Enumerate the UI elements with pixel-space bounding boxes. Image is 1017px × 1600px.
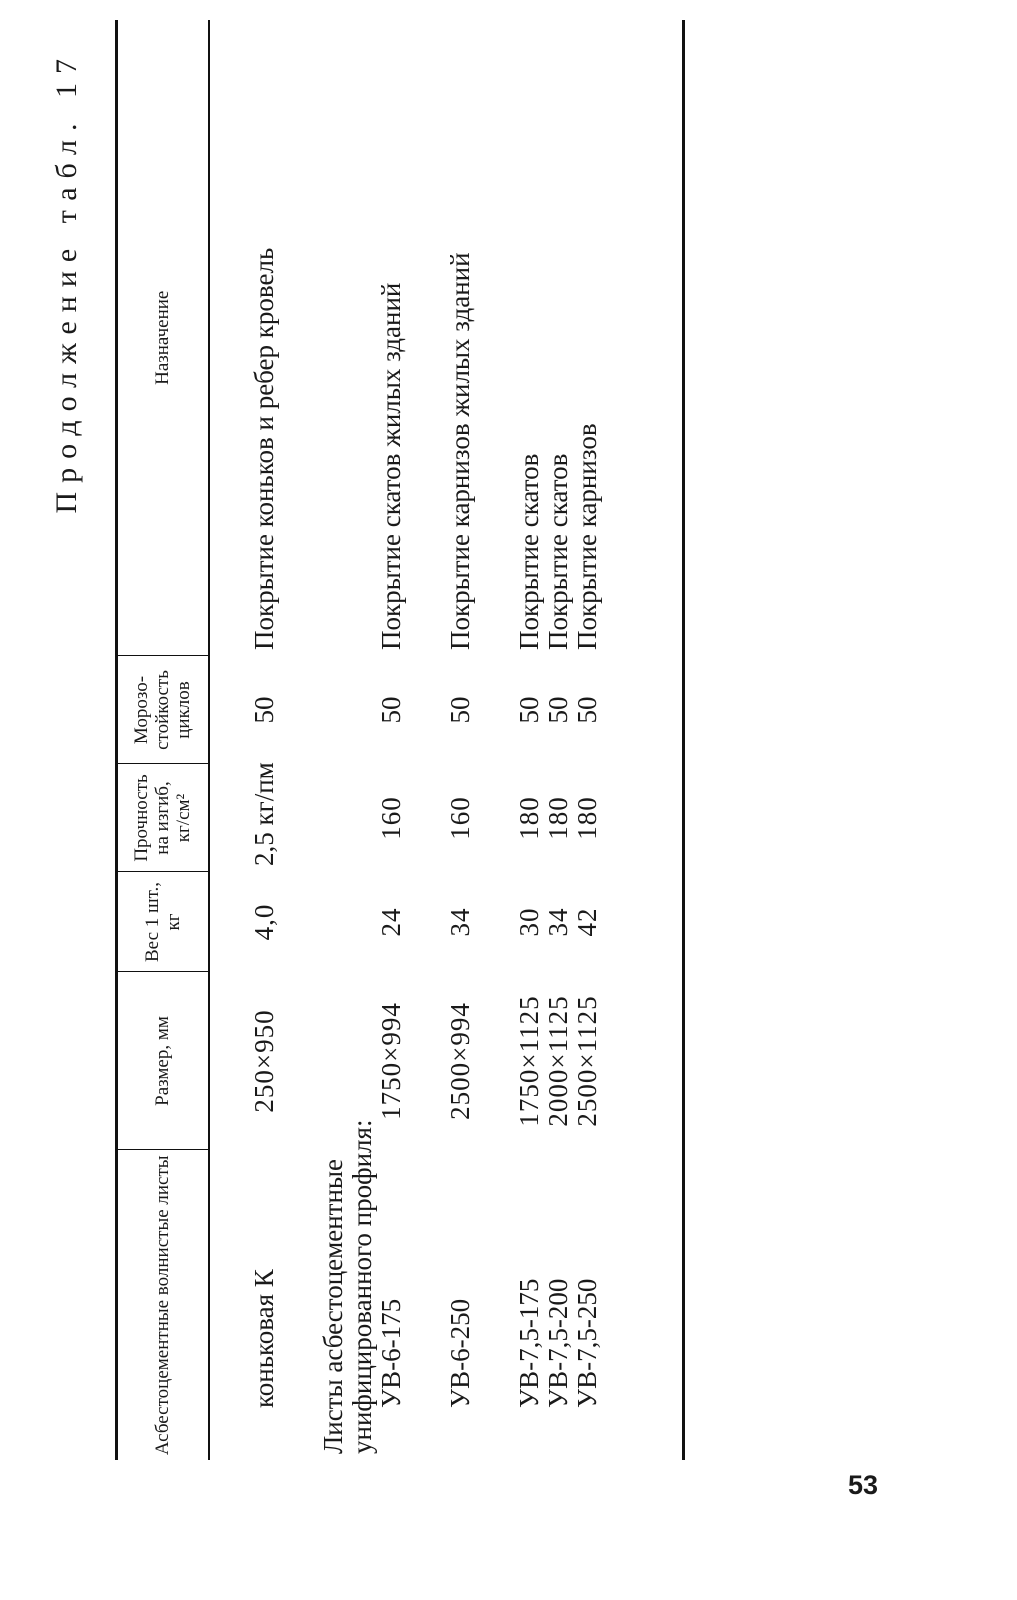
cell-weight: 30 <box>513 907 544 937</box>
cell-name: коньковая К <box>248 1269 279 1408</box>
cell-frost: 50 <box>375 696 406 724</box>
cell-purpose: Покрытие скатов жилых зданий <box>375 282 406 650</box>
cell-size: 2500×1125 <box>571 995 602 1127</box>
cell-weight: 4,0 <box>248 903 279 941</box>
cell-purpose: Покрытие коньков и ребер кровель <box>248 247 279 650</box>
cell-weight: 42 <box>571 907 602 937</box>
cell-frost: 50 <box>248 696 279 724</box>
cell-name: УВ-6-175 <box>375 1298 406 1408</box>
cell-frost: 50 <box>542 696 573 724</box>
cell-strength: 180 <box>513 796 544 840</box>
cell-strength: 180 <box>571 796 602 840</box>
roofing-sheets-table <box>115 20 685 1460</box>
cell-frost: 50 <box>513 696 544 724</box>
page-number: 53 <box>848 1470 879 1500</box>
cell-purpose: Покрытие скатов <box>513 453 544 650</box>
cell-size: 250×950 <box>248 1009 279 1113</box>
header-strength: Прочность на изгиб, кг/см² <box>117 764 209 872</box>
cell-strength: 2,5 кг/пм <box>248 762 279 866</box>
table-row <box>377 20 406 1460</box>
header-size: Размер, мм <box>117 972 209 1150</box>
spacer-row <box>279 20 319 1460</box>
cell-size: 1750×1125 <box>513 995 544 1127</box>
spacer-row <box>209 20 250 1460</box>
cell-frost: 50 <box>571 696 602 724</box>
cell-name: УВ-7,5-175 <box>513 1278 544 1408</box>
cell-purpose: Покрытие карнизов <box>571 423 602 650</box>
table-row <box>573 20 602 1460</box>
cell-name: УВ-7,5-250 <box>571 1278 602 1408</box>
header-purpose: Назначение <box>117 20 209 656</box>
table-caption: Продолжение табл. 17 <box>50 50 83 514</box>
cell-strength: 160 <box>444 796 475 840</box>
cell-strength: 180 <box>542 796 573 840</box>
header-frost: Морозо-стойкость циклов <box>117 656 209 764</box>
spacer-row <box>475 20 515 1460</box>
cell-size: 2500×994 <box>444 1002 475 1120</box>
spacer-row <box>406 20 446 1460</box>
cell-strength: 160 <box>375 796 406 840</box>
table-row <box>515 20 544 1460</box>
cell-purpose: Покрытие скатов <box>542 453 573 650</box>
cell-size: 1750×994 <box>375 1002 406 1120</box>
cell-purpose: Покрытие карнизов жилых зданий <box>444 252 475 650</box>
group-title-row <box>319 20 377 1460</box>
rotated-table-page <box>50 20 625 1460</box>
table-row <box>250 20 279 1460</box>
header-weight: Вес 1 шт., кг <box>117 872 209 972</box>
cell-name: УВ-6-250 <box>444 1298 475 1408</box>
header-name: Асбестоцементные волнистые листы <box>117 1150 209 1460</box>
table-row <box>544 20 573 1460</box>
cell-frost: 50 <box>444 696 475 724</box>
cell-weight: 34 <box>444 907 475 937</box>
cell-size: 2000×1125 <box>542 995 573 1127</box>
group-title: Листы асбестоцементные унифицированного профиля: <box>317 1119 377 1454</box>
cell-name: УВ-7,5-200 <box>542 1278 573 1408</box>
cell-weight: 24 <box>375 907 406 937</box>
table-header-row <box>117 20 209 1460</box>
spacer-row <box>602 20 684 1460</box>
table-row <box>446 20 475 1460</box>
cell-weight: 34 <box>542 907 573 937</box>
